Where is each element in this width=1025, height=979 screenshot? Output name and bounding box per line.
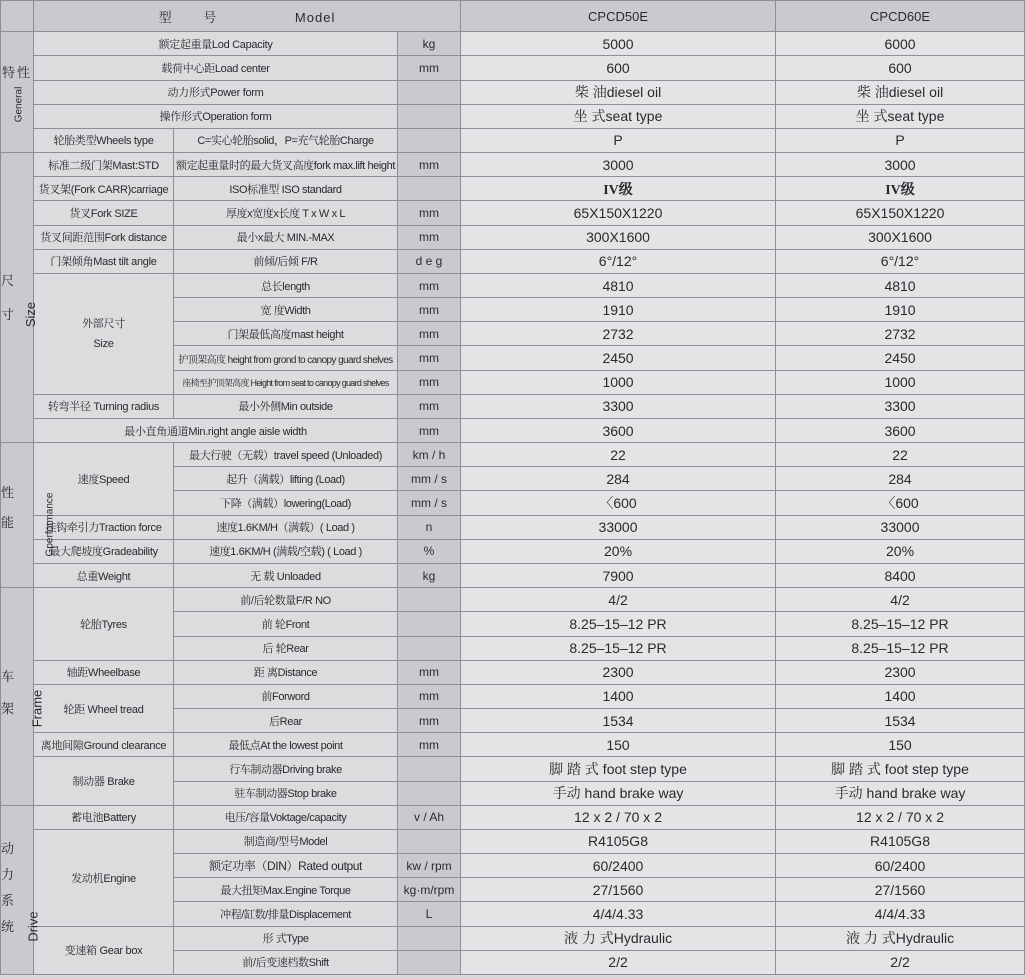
table-row xyxy=(1,273,1025,297)
row-sublabel: 前Forword xyxy=(174,684,398,708)
row-sublabel: 速度1.6KM/H (满载/空载) ( Load ) xyxy=(174,539,398,563)
table-row xyxy=(1,177,1025,201)
value-cpcd60e: 2450 xyxy=(776,346,1025,370)
row-sublabel: 电压/容量Voktage/capacity xyxy=(174,805,398,829)
row-unit xyxy=(398,950,461,974)
value-cpcd60e: 液 力 式Hydraulic xyxy=(776,926,1025,950)
value-cpcd60e: 1000 xyxy=(776,370,1025,394)
row-unit xyxy=(398,926,461,950)
value-cpcd50e: 7900 xyxy=(461,564,776,588)
value-cpcd60e: 8400 xyxy=(776,564,1025,588)
row-sublabel: 最小x最大 MIN.-MAX xyxy=(174,225,398,249)
value-cpcd60e: 2/2 xyxy=(776,950,1025,974)
group-wheel-tread: 轮距 Wheel tread xyxy=(34,684,174,732)
row-sublabel: C=实心轮胎solid，P=充气轮胎Charge xyxy=(174,128,398,152)
row-sublabel: 起升（满载）lifting (Load) xyxy=(174,467,398,491)
row-unit: d e g xyxy=(398,249,461,273)
value-cpcd60e: 8.25–15–12 PR xyxy=(776,636,1025,660)
row-label: 轮胎类型Wheels type xyxy=(34,128,174,152)
row-unit: kg xyxy=(398,32,461,56)
row-unit: mm xyxy=(398,201,461,225)
value-cpcd50e: 3300 xyxy=(461,394,776,418)
row-unit: mm xyxy=(398,322,461,346)
row-sublabel: 冲程/缸数/排量Displacement xyxy=(174,902,398,926)
row-label: 货叉间距范围Fork distance xyxy=(34,225,174,249)
group-brake: 制动器 Brake xyxy=(34,757,174,805)
value-cpcd50e: 手动 hand brake way xyxy=(461,781,776,805)
row-unit: mm xyxy=(398,370,461,394)
row-sublabel: 总长length xyxy=(174,273,398,297)
value-cpcd60e: 1534 xyxy=(776,709,1025,733)
row-unit: v / Ah xyxy=(398,805,461,829)
row-unit: kg xyxy=(398,564,461,588)
value-cpcd50e: 5000 xyxy=(461,32,776,56)
value-cpcd50e: 柴 油diesel oil xyxy=(461,80,776,104)
model-col-2: CPCD60E xyxy=(776,1,1025,32)
table-row xyxy=(1,80,1025,104)
value-cpcd60e: 284 xyxy=(776,467,1025,491)
value-cpcd50e: 8.25–15–12 PR xyxy=(461,636,776,660)
value-cpcd50e: 4/4/4.33 xyxy=(461,902,776,926)
value-cpcd60e: 22 xyxy=(776,443,1025,467)
value-cpcd50e: 300X1600 xyxy=(461,225,776,249)
table-row xyxy=(1,201,1025,225)
row-sublabel: ISO标准型 ISO standard xyxy=(174,177,398,201)
value-cpcd60e: 8.25–15–12 PR xyxy=(776,612,1025,636)
value-cpcd60e: R4105G8 xyxy=(776,829,1025,853)
row-unit: mm xyxy=(398,273,461,297)
table-row xyxy=(1,805,1025,829)
row-unit: mm xyxy=(398,394,461,418)
row-unit: kg·m/rpm xyxy=(398,878,461,902)
value-cpcd50e: 6°/12° xyxy=(461,249,776,273)
group-engine: 发动机Engine xyxy=(34,829,174,926)
row-label: 货叉Fork SIZE xyxy=(34,201,174,225)
value-cpcd50e: 液 力 式Hydraulic xyxy=(461,926,776,950)
value-cpcd50e: 60/2400 xyxy=(461,854,776,878)
value-cpcd50e: 284 xyxy=(461,467,776,491)
row-label: 标准二级门架Mast:STD xyxy=(34,153,174,177)
value-cpcd50e: 2732 xyxy=(461,322,776,346)
row-label: 动力形式Power form xyxy=(34,80,398,104)
table-row xyxy=(1,757,1025,781)
row-sublabel: 额定起重量时的最大货叉高度fork max.lift height xyxy=(174,153,398,177)
row-unit: mm xyxy=(398,660,461,684)
value-cpcd50e: R4105G8 xyxy=(461,829,776,853)
value-cpcd50e: 2/2 xyxy=(461,950,776,974)
row-unit xyxy=(398,829,461,853)
value-cpcd60e: 4/4/4.33 xyxy=(776,902,1025,926)
value-cpcd50e: 8.25–15–12 PR xyxy=(461,612,776,636)
row-sublabel: 最低点At the lowest point xyxy=(174,733,398,757)
value-cpcd50e: 4/2 xyxy=(461,588,776,612)
row-unit: mm xyxy=(398,346,461,370)
row-unit: mm / s xyxy=(398,467,461,491)
row-sublabel: 座椅至护顶架高度 Height from seat to canopy guard shelves xyxy=(174,370,398,394)
value-cpcd60e: 12 x 2 / 70 x 2 xyxy=(776,805,1025,829)
value-cpcd50e: 3600 xyxy=(461,418,776,442)
row-sublabel: 厚度x宽度x长度 T x W x L xyxy=(174,201,398,225)
table-row xyxy=(1,56,1025,80)
value-cpcd50e: 27/1560 xyxy=(461,878,776,902)
value-cpcd50e: 2300 xyxy=(461,660,776,684)
group-tyres: 轮胎Tyres xyxy=(34,588,174,661)
row-label: 货叉架(Fork CARR)carriage xyxy=(34,177,174,201)
section-drive: 动力系统 Drive xyxy=(1,805,34,974)
group-gearbox: 变速箱 Gear box xyxy=(34,926,174,974)
table-row xyxy=(1,394,1025,418)
section-general: 特性 General xyxy=(1,32,34,153)
value-cpcd60e: 柴 油diesel oil xyxy=(776,80,1025,104)
value-cpcd50e: 1400 xyxy=(461,684,776,708)
value-cpcd50e: 坐 式seat type xyxy=(461,104,776,128)
value-cpcd60e: 脚 踏 式 foot step type xyxy=(776,757,1025,781)
value-cpcd50e: 12 x 2 / 70 x 2 xyxy=(461,805,776,829)
table-row xyxy=(1,128,1025,152)
value-cpcd60e: 3600 xyxy=(776,418,1025,442)
row-unit xyxy=(398,757,461,781)
value-cpcd60e: P xyxy=(776,128,1025,152)
value-cpcd60e: 27/1560 xyxy=(776,878,1025,902)
table-row xyxy=(1,733,1025,757)
row-sublabel: 门架最低高度mast height xyxy=(174,322,398,346)
table-row xyxy=(1,660,1025,684)
value-cpcd50e: 22 xyxy=(461,443,776,467)
row-unit: mm xyxy=(398,153,461,177)
value-cpcd60e: 4/2 xyxy=(776,588,1025,612)
value-cpcd50e: P xyxy=(461,128,776,152)
value-cpcd50e: 4810 xyxy=(461,273,776,297)
row-sublabel: 最小外侧Min outside xyxy=(174,394,398,418)
row-unit: mm xyxy=(398,733,461,757)
row-sublabel: 无 载 Unloaded xyxy=(174,564,398,588)
value-cpcd60e: 1400 xyxy=(776,684,1025,708)
value-cpcd50e: 1534 xyxy=(461,709,776,733)
value-cpcd50e: 1910 xyxy=(461,298,776,322)
row-sublabel: 制造商/型号Model xyxy=(174,829,398,853)
value-cpcd60e: 〈600 xyxy=(776,491,1025,515)
value-cpcd60e: 6°/12° xyxy=(776,249,1025,273)
row-unit: mm xyxy=(398,298,461,322)
value-cpcd60e: 3300 xyxy=(776,394,1025,418)
table-row xyxy=(1,539,1025,563)
value-cpcd60e: IV级 xyxy=(776,177,1025,201)
row-label: 载荷中心距Load center xyxy=(34,56,398,80)
value-cpcd50e: 1000 xyxy=(461,370,776,394)
value-cpcd60e: 手动 hand brake way xyxy=(776,781,1025,805)
row-unit: % xyxy=(398,539,461,563)
row-unit xyxy=(398,612,461,636)
row-sublabel: 驻车制动器Stop brake xyxy=(174,781,398,805)
value-cpcd50e: 3000 xyxy=(461,153,776,177)
row-label: 门架倾角Mast tilt angle xyxy=(34,249,174,273)
row-label: 操作形式Operation form xyxy=(34,104,398,128)
value-cpcd60e: 4810 xyxy=(776,273,1025,297)
row-sublabel: 前 轮Front xyxy=(174,612,398,636)
row-unit xyxy=(398,588,461,612)
value-cpcd50e: 20% xyxy=(461,539,776,563)
table-row xyxy=(1,443,1025,467)
row-sublabel: 距 离Distance xyxy=(174,660,398,684)
model-header: 型 号 Model xyxy=(34,1,461,32)
row-sublabel: 额定功率（DIN）Rated output xyxy=(174,854,398,878)
value-cpcd60e: 6000 xyxy=(776,32,1025,56)
value-cpcd60e: 60/2400 xyxy=(776,854,1025,878)
value-cpcd60e: 坐 式seat type xyxy=(776,104,1025,128)
row-unit: mm xyxy=(398,709,461,733)
row-sublabel: 最大行驶（无载）travel speed (Unloaded) xyxy=(174,443,398,467)
table-row xyxy=(1,829,1025,853)
row-sublabel: 行车制动器Driving brake xyxy=(174,757,398,781)
table-row xyxy=(1,153,1025,177)
row-unit xyxy=(398,128,461,152)
row-sublabel: 形 式Type xyxy=(174,926,398,950)
row-unit: mm xyxy=(398,684,461,708)
group-speed: 速度Speed xyxy=(34,443,174,516)
group-traction: 挂钩牵引力Traction force xyxy=(34,515,174,539)
row-unit xyxy=(398,177,461,201)
row-sublabel: 后 轮Rear xyxy=(174,636,398,660)
row-unit: mm xyxy=(398,418,461,442)
table-row xyxy=(1,564,1025,588)
row-label: 最小直角通道Min.right angle aisle width xyxy=(34,418,398,442)
table-row xyxy=(1,684,1025,708)
row-unit xyxy=(398,781,461,805)
value-cpcd50e: 脚 踏 式 foot step type xyxy=(461,757,776,781)
row-unit xyxy=(398,80,461,104)
section-frame: 车架 Frame xyxy=(1,588,34,806)
row-unit: L xyxy=(398,902,461,926)
group-outer-size: 外部尺寸 Size xyxy=(34,273,174,394)
value-cpcd50e: 150 xyxy=(461,733,776,757)
row-unit xyxy=(398,104,461,128)
row-unit: mm / s xyxy=(398,491,461,515)
table-row xyxy=(1,225,1025,249)
group-gradeability: 最大爬坡度Gradeability xyxy=(34,539,174,563)
value-cpcd60e: 33000 xyxy=(776,515,1025,539)
row-unit: mm xyxy=(398,56,461,80)
value-cpcd50e: 65X150X1220 xyxy=(461,201,776,225)
table-row xyxy=(1,588,1025,612)
row-label: 总重Weight xyxy=(34,564,174,588)
row-sublabel: 护顶架高度 height from grond to canopy guard shelves xyxy=(174,346,398,370)
value-cpcd60e: 20% xyxy=(776,539,1025,563)
row-sublabel: 前/后变速档数Shift xyxy=(174,950,398,974)
value-cpcd60e: 300X1600 xyxy=(776,225,1025,249)
group-wheelbase: 轴距Wheelbase xyxy=(34,660,174,684)
table-row xyxy=(1,249,1025,273)
model-col-1: CPCD50E xyxy=(461,1,776,32)
row-unit xyxy=(398,636,461,660)
row-unit: kw / rpm xyxy=(398,854,461,878)
value-cpcd60e: 1910 xyxy=(776,298,1025,322)
value-cpcd60e: 3000 xyxy=(776,153,1025,177)
row-sublabel: 宽 度Width xyxy=(174,298,398,322)
row-sublabel: 下降（满载）lowering(Load) xyxy=(174,491,398,515)
section-performance: 性能 Gperformance xyxy=(1,443,34,588)
value-cpcd60e: 2732 xyxy=(776,322,1025,346)
table-row xyxy=(1,515,1025,539)
table-row xyxy=(1,926,1025,950)
value-cpcd50e: 33000 xyxy=(461,515,776,539)
header-row xyxy=(1,1,1025,32)
table-row xyxy=(1,418,1025,442)
value-cpcd50e: 2450 xyxy=(461,346,776,370)
group-battery: 蓄电池Battery xyxy=(34,805,174,829)
row-sublabel: 最大扭矩Max.Engine Torque xyxy=(174,878,398,902)
value-cpcd60e: 150 xyxy=(776,733,1025,757)
value-cpcd50e: 600 xyxy=(461,56,776,80)
value-cpcd50e: 〈600 xyxy=(461,491,776,515)
value-cpcd60e: 600 xyxy=(776,56,1025,80)
row-unit: mm xyxy=(398,225,461,249)
section-size: 尺寸 Size xyxy=(1,153,34,443)
value-cpcd60e: 2300 xyxy=(776,660,1025,684)
row-label: 额定起重量Lod Capacity xyxy=(34,32,398,56)
row-sublabel: 前倾/后倾 F/R xyxy=(174,249,398,273)
table-row xyxy=(1,32,1025,56)
row-unit: km / h xyxy=(398,443,461,467)
row-sublabel: 前/后轮数量F/R NO xyxy=(174,588,398,612)
row-sublabel: 速度1.6KM/H（满载）( Load ) xyxy=(174,515,398,539)
row-sublabel: 后Rear xyxy=(174,709,398,733)
value-cpcd60e: 65X150X1220 xyxy=(776,201,1025,225)
value-cpcd50e: IV级 xyxy=(461,177,776,201)
table-row xyxy=(1,104,1025,128)
row-unit: n xyxy=(398,515,461,539)
group-ground-clearance: 离地间隙Ground clearance xyxy=(34,733,174,757)
group-turning-radius: 转弯半径 Turning radius xyxy=(34,394,174,418)
